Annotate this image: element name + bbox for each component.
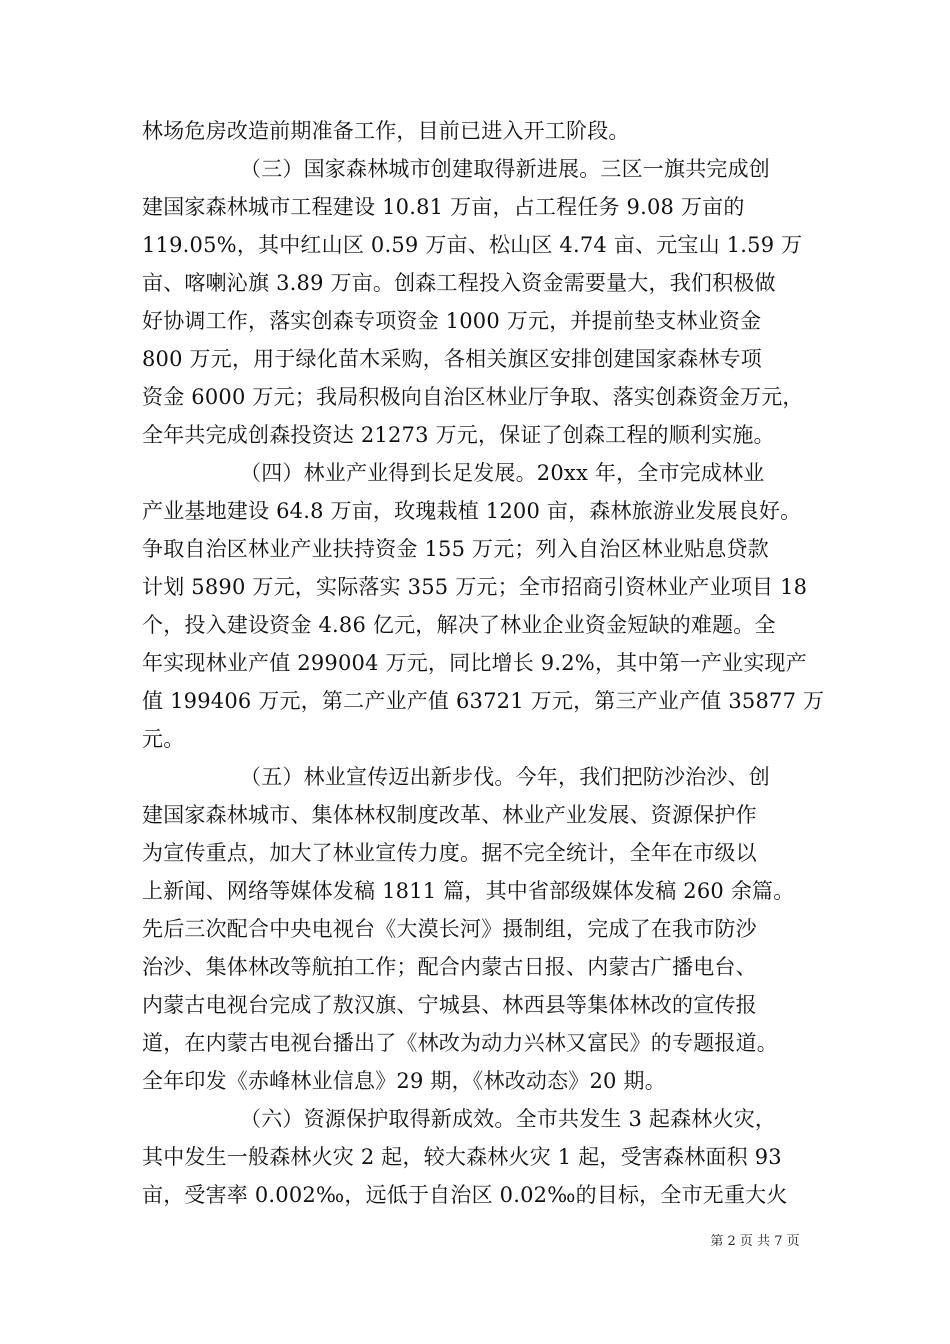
text-line: 值 199406 万元，第二产业产值 63721 万元，第三产业产值 35877 万	[142, 689, 825, 713]
text-line: 元。	[142, 727, 185, 751]
section-heading-line: （四）林业产业得到长足发展。20xx 年，全市完成林业	[240, 461, 765, 485]
page-footer	[0, 1230, 950, 1249]
text-line: 全年印发《赤峰林业信息》29 期，《林改动态》20 期。	[142, 1069, 666, 1093]
text-line: 800 万元，用于绿化苗木采购，各相关旗区安排创建国家森林专项	[142, 347, 762, 371]
section-heading-line: （五）林业宣传迈出新步伐。今年，我们把防沙治沙、创	[240, 765, 770, 789]
text-line: 争取自治区林业产业扶持资金 155 万元；列入自治区林业贴息贷款	[142, 537, 769, 561]
text-line: 119.05%，其中红山区 0.59 万亩、松山区 4.74 亩、元宝山 1.59 万	[142, 233, 803, 257]
text-line: 好协调工作，落实创森专项资金 1000 万元，并提前垫支林业资金	[142, 309, 762, 333]
text-line: 亩，受害率 0.002‰，远低于自治区 0.02‰的目标，全市无重大火	[142, 1183, 788, 1207]
text-line: 为宣传重点，加大了林业宣传力度。据不完全统计，全年在市级以	[142, 841, 757, 865]
text-line: 道，在内蒙古电视台播出了《林改为动力兴林又富民》的专题报道。	[142, 1031, 778, 1055]
document-body	[142, 112, 825, 1214]
text-line: 资金 6000 万元；我局积极向自治区林业厅争取、落实创森资金万元，	[142, 385, 804, 409]
text-line: 先后三次配合中央电视台《大漠长河》摄制组，完成了在我市防沙	[142, 917, 757, 941]
section-heading-line: （三）国家森林城市创建取得新进展。三区一旗共完成创	[240, 157, 770, 181]
text-line: 林场危房改造前期准备工作，目前已进入开工阶段。	[142, 119, 630, 143]
text-line: 产业基地建设 64.8 万亩，玫瑰栽植 1200 亩，森林旅游业发展良好。	[142, 499, 802, 523]
section-heading-line: （六）资源保护取得新成效。全市共发生 3 起森林火灾，	[240, 1107, 777, 1131]
text-line: 治沙、集体林改等航拍工作；配合内蒙古日报、内蒙古广播电台、	[142, 955, 757, 979]
text-line: 年实现林业产值 299004 万元，同比增长 9.2%，其中第一产业实现产	[142, 651, 807, 675]
text-line: 其中发生一般森林火灾 2 起，较大森林火灾 1 起，受害森林面积 93	[142, 1145, 782, 1169]
text-line: 建国家森林城市、集体林权制度改革、林业产业发展、资源保护作	[142, 803, 757, 827]
text-line: 计划 5890 万元，实际落实 355 万元；全市招商引资林业产业项目 18	[142, 575, 808, 599]
text-line: 建国家森林城市工程建设 10.81 万亩，占工程任务 9.08 万亩的	[142, 195, 745, 219]
text-line: 内蒙古电视台完成了敖汉旗、宁城县、林西县等集体林改的宣传报	[142, 993, 757, 1017]
text-line: 全年共完成创森投资达 21273 万元，保证了创森工程的顺利实施。	[142, 423, 775, 447]
text-line: 个，投入建设资金 4.86 亿元，解决了林业企业资金短缺的难题。全	[142, 613, 776, 637]
text-line: 上新闻、网络等媒体发稿 1811 篇，其中省部级媒体发稿 260 余篇。	[142, 879, 795, 903]
page-number: 第 2 页 共 7 页	[710, 1234, 800, 1249]
text-line: 亩、喀喇沁旗 3.89 万亩。创森工程投入资金需要量大，我们积极做	[142, 271, 776, 295]
